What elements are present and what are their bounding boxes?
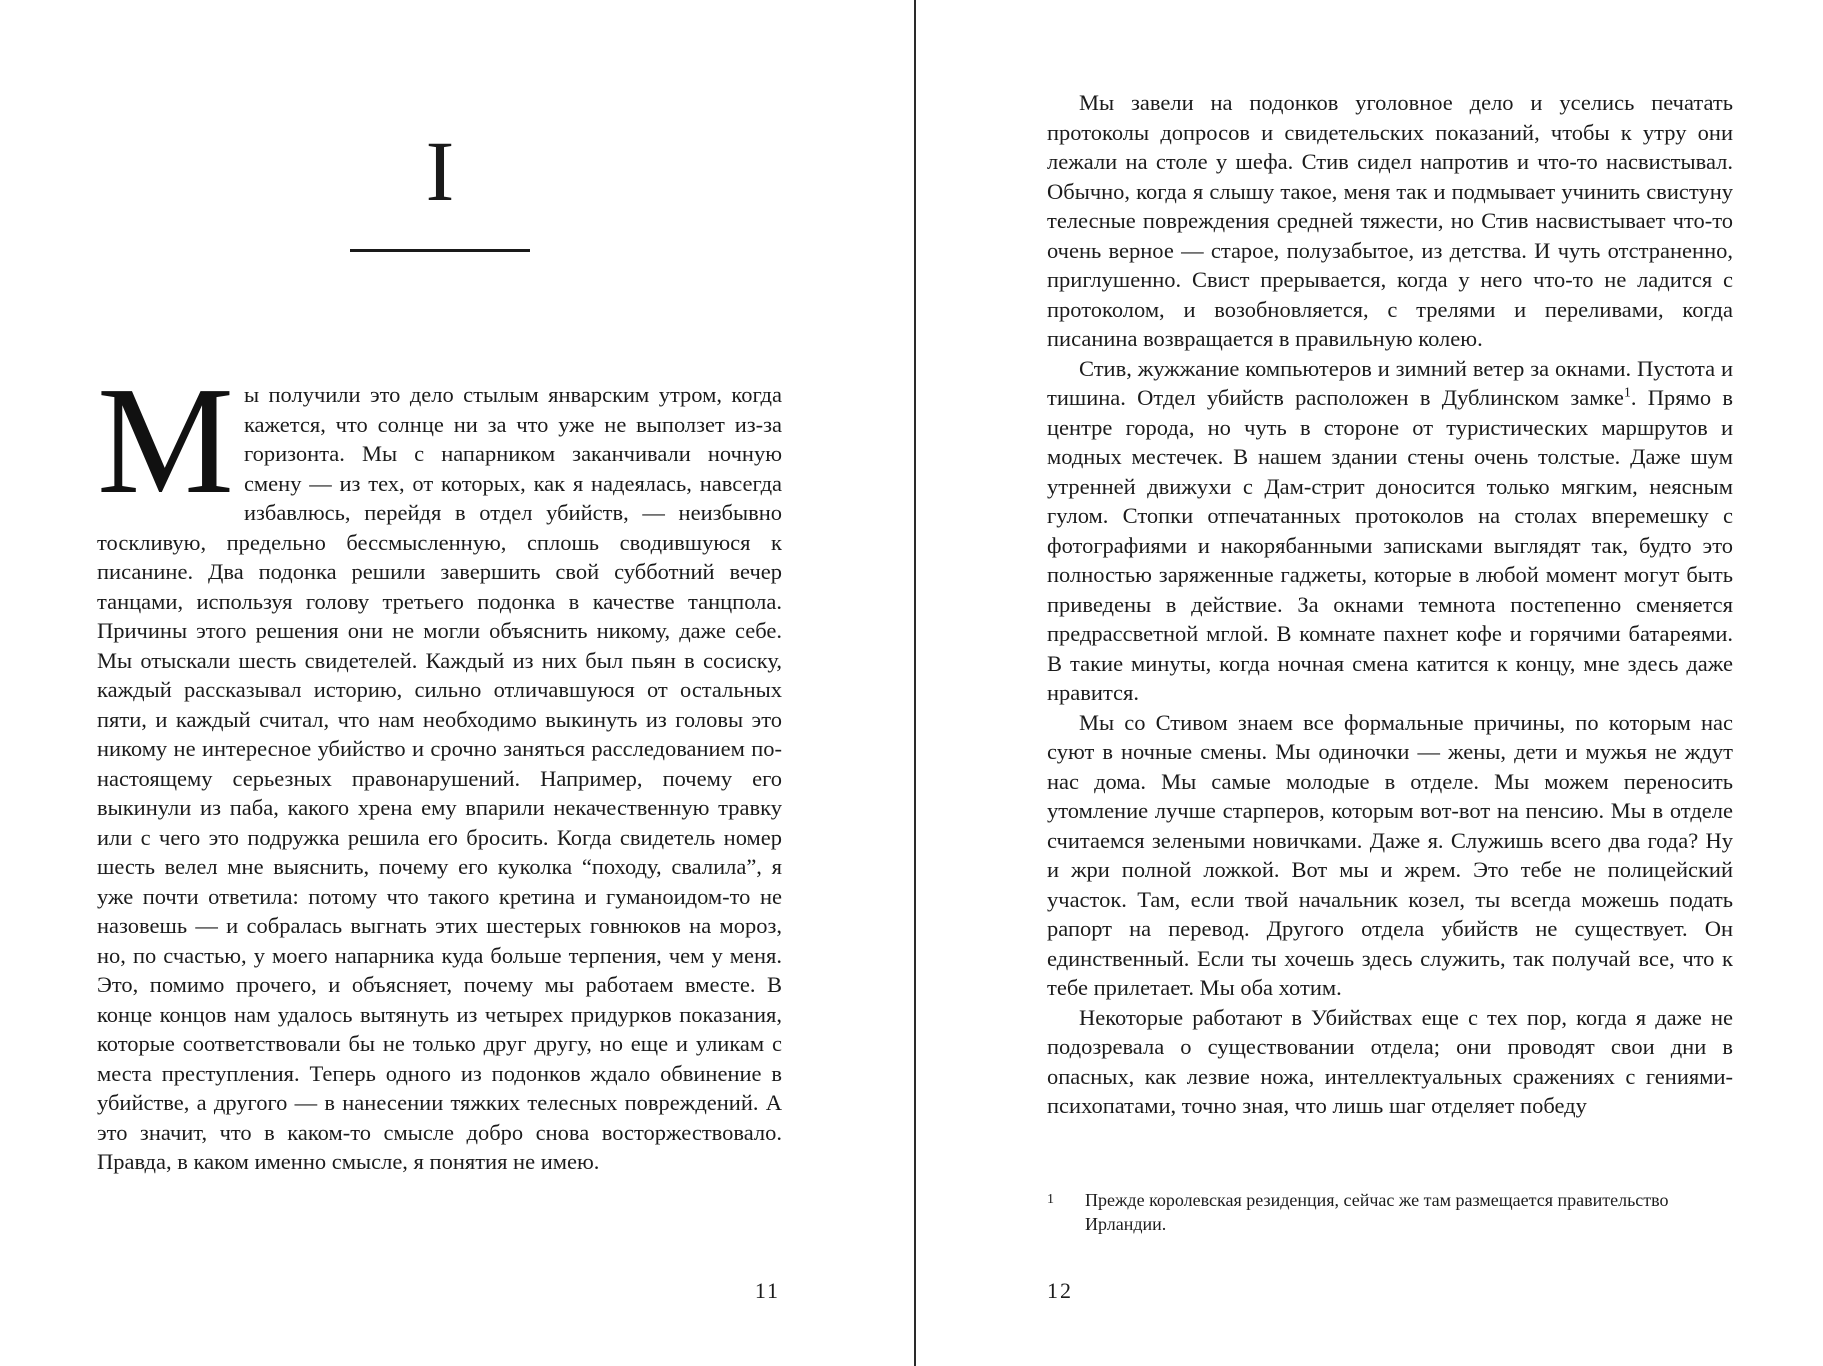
paragraph-4: Некоторые работают в Убийствах еще с тех пор, когда я даже не подозревала о существовании отдела; они проводят свои дни в опасных, как лезвие ножа, интеллектуальных сражениях с гениями-психопатами, точно зная, что лишь шаг отделяет победу xyxy=(1047,1004,1733,1118)
paragraph-1: Мы завели на подонков уголовное дело и уселись печатать протоколы допросов и свидетельских показаний, чтобы к утру они лежали на столе у шефа. Стив сидел напротив и что-то насвистывал. Обычно, когда я слышу такое, меня так и подмывает учинить свистуну телесные повреждения средней тяжести, но Стив насвистывает что-то очень верное — старое, полузабытое, из детства. И чуть отстраненно, приглушенно. Свист прерывается, когда у него что-то не ладится с протоколом, и возобновляется, с трелями и переливами, когда писанина возвращается в правильную колею. xyxy=(1047,90,1733,351)
page-number-right: 12 xyxy=(1047,1278,1073,1303)
left-body-text xyxy=(97,356,782,1177)
page-number-left: 11 xyxy=(754,1278,780,1303)
chapter-number: I xyxy=(425,123,455,219)
footnote-mark: 1 xyxy=(1047,1192,1054,1207)
paragraph-3: Мы со Стивом знаем все формальные причины, по которым нас суют в ночные смены. Мы одиночки — жены, дети и мужья не ждут нас дома. Мы самые молодые в отделе. Мы можем переносить утомление лучше старперов, которым вот-вот на пенсию. Мы в отделе считаемся зелеными новичками. Даже я. Служишь всего два года? Ну и жри полной ложкой. Вот мы и жрем. Это тебе не полицейский участок. Там, если твой начальник козел, ты всегда можешь подать рапорт на перевод. Другого отдела убийств не существует. Он единственный. Если ты хочешь здесь служить, так получай все, что к тебе прилетает. Мы оба хотим. xyxy=(1047,709,1733,1000)
footnote-text: Прежде королевская резиденция, сейчас же там размещается правительство Ирландии. xyxy=(1085,1190,1669,1234)
drop-cap: М xyxy=(97,356,234,526)
paragraph-2 xyxy=(1047,354,1733,708)
footnote xyxy=(1047,1188,1733,1236)
chapter-rule xyxy=(350,249,530,252)
right-page xyxy=(918,0,1823,1366)
paragraph-2-start: Стив, жужжание компьютеров и зимний ветер за окнами. Пустота и тишина. Отдел убийств расположен в Дублинском замке xyxy=(1047,355,1733,410)
gutter-line xyxy=(914,0,916,1366)
right-body-text xyxy=(1047,88,1733,1121)
paragraph-2-rest: . Прямо в центре города, но чуть в стороне от туристических маршрутов и модных местечек. В нашем здании стены очень толстые. Даже шум утренней движухи с Дам-стрит доносится только мягким, неясным гулом. Стопки отпечатанных протоколов на столах вперемешку с фотографиями и накорябанными записками выглядят так, будто это полностью заряженные гаджеты, которые в любой момент могут быть приведены в действие. За окнами темнота постепенно сменяется предрассветной мглой. В комнате пахнет кофе и горячими батареями. В такие минуты, когда ночная смена катится к концу, мне здесь даже нравится. xyxy=(1047,385,1734,705)
left-body-paragraph: ы получили это дело стылым январским утром, когда кажется, что солнце ни за что уже не выползет из-за горизонта. Мы с напарником заканчивали ночную смену — из тех, от которых, как я надеялась, навсегда избавлюсь, перейдя в отдел убийств, — неизбывно тоскливую, предельно бессмысленную, сплошь сводившуюся к писанине. Два подонка решили завершить свой субботний вечер танцами, используя голову третьего подонка в качестве танцпола. Причины этого решения они не могли объяснить никому, даже себе. Мы отыскали шесть свидетелей. Каждый из них был пьян в сосиску, каждый рассказывал историю, сильно отличавшуюся от остальных пяти, и каждый считал, что нам необходимо выкинуть из головы это никому не интересное убийство и срочно заняться расследованием по-настоящему серьезных правонарушений. Например, почему его выкинули из паба, какого хрена ему впарили некачественную травку или с чего это подружка решила его бросить. Когда свидетель номер шесть велел мне выяснить, почему его куколка “походу, свалила”, я уже почти ответила: потому что такого кретина и гуманоидом-то не назовешь — и собралась выгнать этих шестерых говнюков на мороз, но, по счастью, у моего напарника куда больше терпения, чем у меня. Это, помимо прочего, и объясняет, почему мы работаем вместе. В конце концов нам удалось вытянуть из четырех придурков показания, которые соответствовали бы не только друг другу, но еще и уликам с места преступления. Теперь одного из подонков ждало обвинение в убийстве, а другого — в нанесении тяжких телесных повреждений. А это значит, что в каком-то смысле добро снова восторжествовало. Правда, в каком именно смысле, я понятия не имею. xyxy=(97,382,782,1174)
footnote-reference: 1 xyxy=(1623,385,1631,401)
